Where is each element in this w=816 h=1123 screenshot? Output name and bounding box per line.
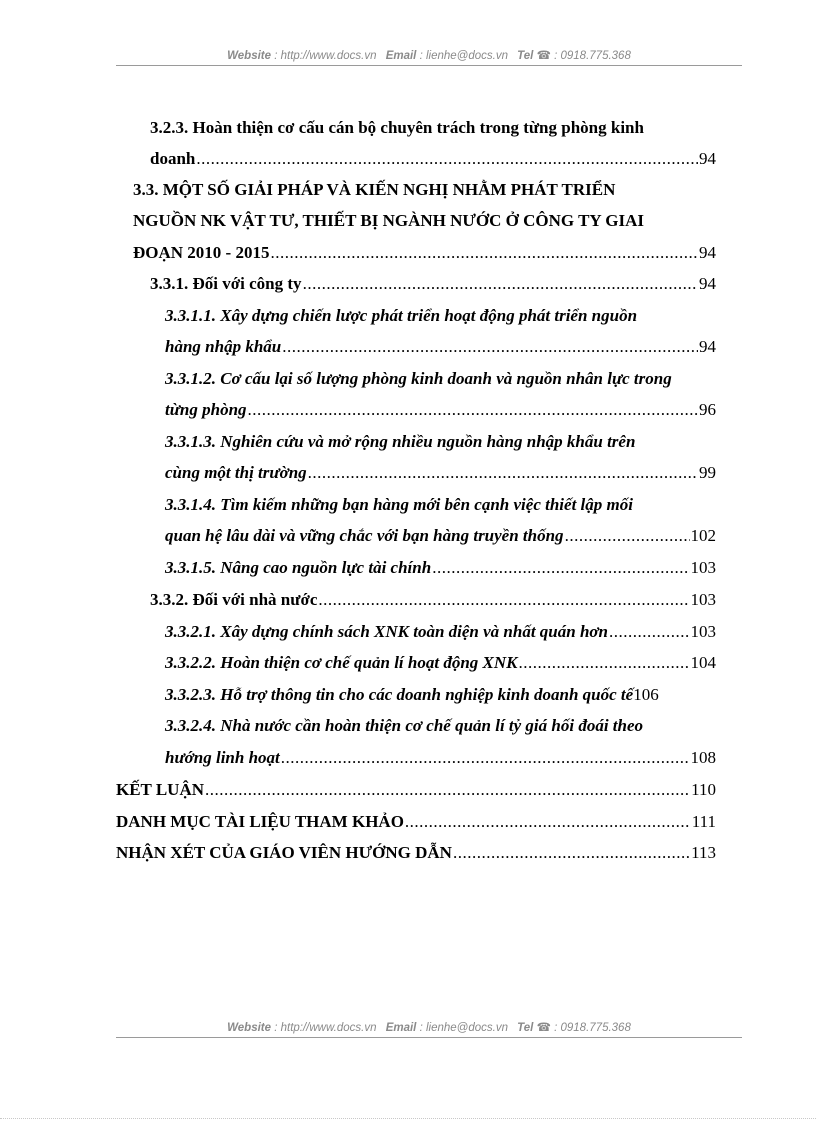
toc-page-number: 106 [633, 685, 659, 704]
footer-divider [116, 1037, 742, 1038]
toc-entry-3-3-2[interactable]: 3.3.2. Đối với nhà nước ..... 103 [150, 590, 716, 612]
toc-page-number: 113 [691, 843, 716, 862]
toc-page-number: 111 [691, 812, 716, 831]
toc-entry-3-3-1[interactable]: 3.3.1. Đối với công ty ..... 94 [150, 274, 716, 296]
toc-leader [609, 622, 690, 642]
toc-entry-3-3-cont[interactable]: NGUỒN NK VẬT TƯ, THIẾT BỊ NGÀNH NƯỚC Ở CÔNG TY GIAI [133, 211, 645, 230]
toc-page-number: 94 [699, 337, 716, 356]
header-email-label: Email [385, 50, 417, 62]
toc-leader [270, 243, 698, 263]
toc-leader [432, 558, 689, 578]
toc-page-number: 102 [690, 526, 716, 545]
toc-entry-3-3-1-1[interactable]: 3.3.1.1. Xây dựng chiến lược phát triển hoạt động phát triển nguồn [165, 306, 638, 325]
toc-leader [518, 653, 689, 673]
toc-page-number: 94 [699, 243, 716, 262]
toc-leader [303, 274, 698, 294]
header-divider [116, 65, 742, 66]
page-footer [116, 1020, 742, 1034]
toc-entry-3-3[interactable]: 3.3. MỘT SỐ GIẢI PHÁP VÀ KIẾN NGHỊ NHẰM PHÁT TRIỂN [133, 180, 616, 199]
toc-entry-3-3-1-2[interactable]: 3.3.1.2. Cơ cấu lại số lượng phòng kinh doanh và nguồn nhân lực trong [165, 369, 672, 388]
header-website-label: Website [227, 50, 272, 62]
toc-page-number: 103 [690, 590, 716, 609]
toc-entry-3-3-cont2[interactable]: ĐOẠN 2010 - 2015 ..... 94 [133, 243, 716, 265]
toc-entry-3-3-2-4[interactable]: 3.3.2.4. Nhà nước cần hoàn thiện cơ chế quản lí tỷ giá hối đoái theo [165, 716, 644, 735]
footer-website-label: Website [227, 1022, 272, 1034]
toc-entry-3-3-2-1[interactable]: 3.3.2.1. Xây dựng chính sách XNK toàn diện và nhất quán hơn ..... 103 [165, 622, 716, 644]
toc-entry-3-3-2-3[interactable]: 3.3.2.3. Hỗ trợ thông tin cho các doanh nghiệp kinh doanh quốc tế 106 [165, 685, 659, 704]
toc-page-number: 103 [690, 622, 716, 641]
phone-icon: ☎ [536, 50, 551, 62]
toc-page-number: 94 [699, 149, 716, 168]
toc-entry-3-2-3[interactable]: 3.2.3. Hoàn thiện cơ cấu cán bộ chuyên trách trong từng phòng kinh [150, 118, 644, 137]
toc-leader [282, 337, 698, 357]
page-header [116, 48, 742, 62]
toc-entry-nhan-xet[interactable]: NHẬN XÉT CỦA GIÁO VIÊN HƯỚNG DẪN ..... 113 [116, 843, 716, 865]
toc-entry-3-3-1-5[interactable]: 3.3.1.5. Nâng cao nguồn lực tài chính ..... 103 [165, 558, 716, 580]
toc-page-number: 94 [699, 274, 716, 293]
toc-leader [196, 149, 698, 169]
toc-entry-3-2-3-cont[interactable]: doanh ..... 94 [150, 149, 716, 171]
toc-leader [565, 526, 690, 546]
toc-leader [205, 780, 690, 800]
footer-website-value[interactable]: : http://www.docs.vn [274, 1022, 377, 1034]
toc-leader [405, 812, 691, 832]
toc-leader [453, 843, 690, 863]
toc-entry-3-3-1-3[interactable]: 3.3.1.3. Nghiên cứu và mở rộng nhiều nguồn hàng nhập khẩu trên [165, 432, 636, 451]
toc-page-number: 110 [691, 780, 716, 799]
footer-email-value[interactable]: : lienhe@docs.vn [419, 1022, 508, 1034]
toc-entry-3-3-1-3-cont[interactable]: cùng một thị trường ..... 99 [165, 463, 716, 485]
toc-page-number: 96 [699, 400, 716, 419]
toc-entry-3-3-1-2-cont[interactable]: từng phòng ..... 96 [165, 400, 716, 422]
header-email-value[interactable]: : lienhe@docs.vn [419, 50, 508, 62]
phone-icon: ☎ [536, 1022, 551, 1034]
header-tel-value: : 0918.775.368 [554, 50, 631, 62]
toc-page-number: 99 [699, 463, 716, 482]
toc-entry-3-3-1-1-cont[interactable]: hàng nhập khẩu ..... 94 [165, 337, 716, 359]
toc-entry-ket-luan[interactable]: KẾT LUẬN ..... 110 [116, 780, 716, 802]
toc-leader [308, 463, 698, 483]
header-tel-label: Tel [517, 50, 534, 62]
toc-page-number: 108 [690, 748, 716, 767]
page-bottom-edge [0, 1118, 816, 1119]
toc-entry-tai-lieu[interactable]: DANH MỤC TÀI LIỆU THAM KHẢO ..... 111 [116, 812, 716, 834]
header-website-value[interactable]: : http://www.docs.vn [274, 50, 377, 62]
toc-page-number: 103 [690, 558, 716, 577]
footer-email-label: Email [385, 1022, 417, 1034]
toc-leader [281, 748, 690, 768]
toc-page-number: 104 [690, 653, 716, 672]
toc-entry-3-3-1-4-cont[interactable]: quan hệ lâu dài và vững chắc với bạn hàng truyền thống ..... 102 [165, 526, 716, 548]
toc-entry-3-3-2-2[interactable]: 3.3.2.2. Hoàn thiện cơ chế quản lí hoạt động XNK ..... 104 [165, 653, 716, 675]
toc-entry-3-3-1-4[interactable]: 3.3.1.4. Tìm kiếm những bạn hàng mới bên cạnh việc thiết lập mối [165, 495, 633, 514]
toc-entry-3-3-2-4-cont[interactable]: hướng linh hoạt ..... 108 [165, 748, 716, 770]
footer-tel-label: Tel [517, 1022, 534, 1034]
toc-leader [318, 590, 689, 610]
footer-tel-value: : 0918.775.368 [554, 1022, 631, 1034]
toc-leader [248, 400, 698, 420]
